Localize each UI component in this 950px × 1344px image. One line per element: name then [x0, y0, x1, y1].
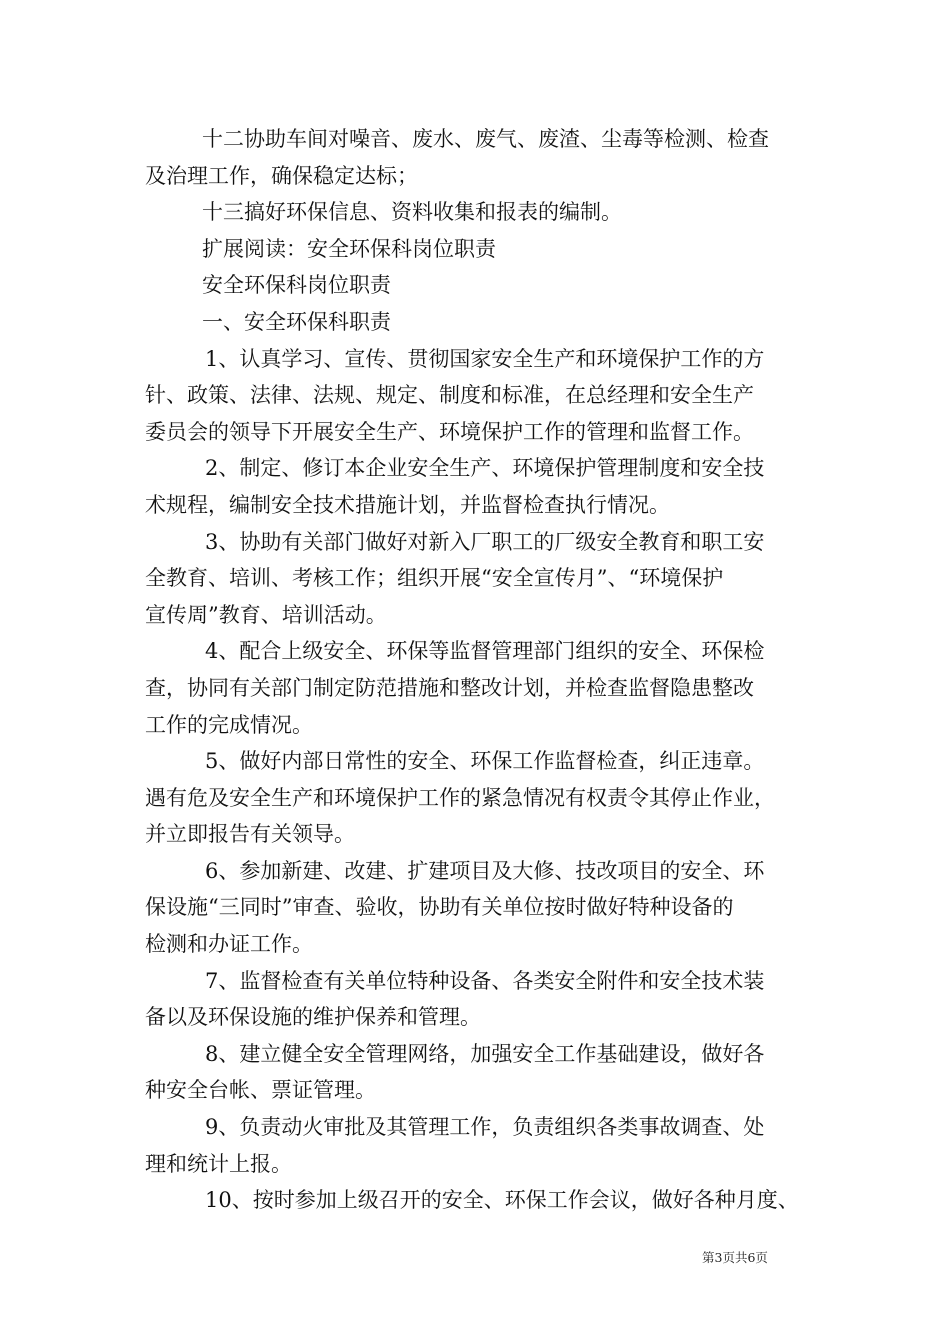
paragraph-line: 遇有危及安全生产和环境保护工作的紧急情况有权责令其停止作业，: [145, 785, 775, 810]
paragraph-line: 检测和办证工作。: [145, 932, 313, 957]
paragraph-line: 宣传周”教育、培训活动。: [145, 602, 387, 627]
paragraph-line: 查，协同有关部门制定防范措施和整改计划，并检查监督隐患整改: [145, 675, 754, 700]
paragraph-line: 2、制定、修订本企业安全生产、环境保护管理制度和安全技: [205, 456, 765, 481]
paragraph-line: 3、协助有关部门做好对新入厂职工的厂级安全教育和职工安: [205, 529, 765, 554]
paragraph-line: 扩展阅读：安全环保科岗位职责: [202, 236, 496, 261]
paragraph-line: 4、配合上级安全、环保等监督管理部门组织的安全、环保检: [205, 639, 765, 664]
paragraph-line: 针、政策、法律、法规、规定、制度和标准，在总经理和安全生产: [145, 383, 754, 408]
paragraph-line: 种安全台帐、票证管理。: [145, 1078, 376, 1103]
paragraph-line: 十二协助车间对噪音、废水、废气、废渣、尘毒等检测、检查: [202, 127, 769, 151]
paragraph-line: 理和统计上报。: [145, 1151, 292, 1176]
paragraph-line: 6、参加新建、改建、扩建项目及大修、技改项目的安全、环: [205, 858, 765, 883]
paragraph-line: 10、按时参加上级召开的安全、环保工作会议，做好各种月度、: [205, 1188, 799, 1213]
paragraph-line: 1、认真学习、宣传、贯彻国家安全生产和环境保护工作的方: [205, 346, 765, 371]
paragraph-line: 保设施“三同时”审查、验收，协助有关单位按时做好特种设备的: [145, 895, 734, 920]
paragraph-line: 并立即报告有关领导。: [145, 822, 355, 847]
paragraph-line: 术规程，编制安全技术措施计划，并监督检查执行情况。: [145, 492, 670, 517]
paragraph-line: 9、负责动火审批及其管理工作，负责组织各类事故调查、处: [205, 1115, 765, 1140]
paragraph-line: 委员会的领导下开展安全生产、环境保护工作的管理和监督工作。: [145, 419, 754, 444]
paragraph-line: 全教育、培训、考核工作；组织开展“安全宣传月”、“环境保护: [145, 566, 724, 591]
page-indicator: 第3页共6页: [702, 1250, 768, 1265]
section-title: 安全环保科岗位职责: [202, 273, 391, 298]
section-heading: 一、安全环保科职责: [202, 309, 391, 334]
paragraph-line: 8、建立健全安全管理网络，加强安全工作基础建设，做好各: [205, 1041, 765, 1066]
document-body: [145, 121, 810, 1219]
paragraph-line: 十三搞好环保信息、资料收集和报表的编制。: [202, 200, 622, 225]
paragraph-line: 备以及环保设施的维护保养和管理。: [145, 1005, 481, 1030]
paragraph-line: 工作的完成情况。: [145, 712, 313, 737]
paragraph-line: 5、做好内部日常性的安全、环保工作监督检查，纠正违章。: [205, 749, 765, 774]
paragraph-line: 及治理工作，确保稳定达标；: [145, 163, 418, 188]
paragraph-line: 7、监督检查有关单位特种设备、各类安全附件和安全技术装: [205, 968, 765, 993]
